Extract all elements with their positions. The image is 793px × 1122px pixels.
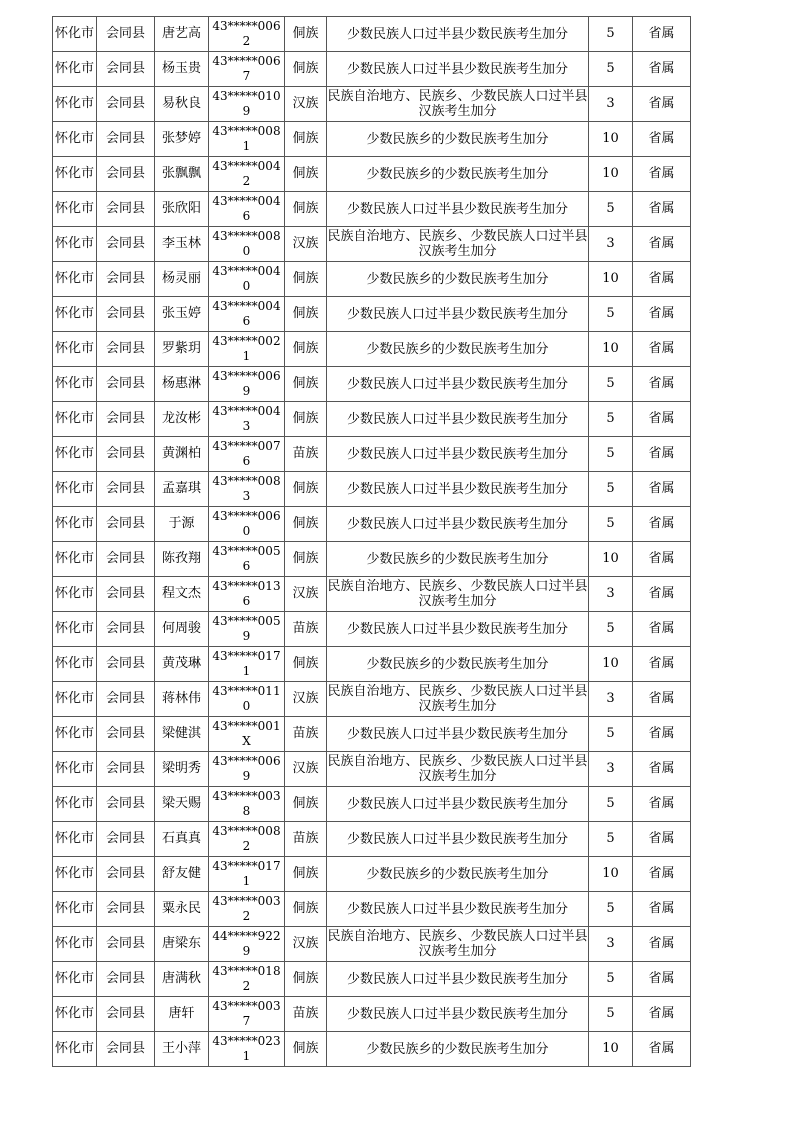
county-cell: 会同县 [97,192,155,227]
county-cell: 会同县 [97,787,155,822]
reason-cell: 少数民族人口过半县少数民族考生加分 [327,472,589,507]
county-cell: 会同县 [97,87,155,122]
points-cell: 5 [589,507,633,542]
table-row [53,332,691,367]
category-cell: 省属 [633,682,691,717]
table-row [53,682,691,717]
reason-cell: 少数民族人口过半县少数民族考生加分 [327,507,589,542]
points-cell: 5 [589,612,633,647]
city-cell: 怀化市 [53,717,97,752]
category-cell: 省属 [633,647,691,682]
table-row [53,612,691,647]
name-cell: 龙汝彬 [155,402,209,437]
category-cell: 省属 [633,122,691,157]
table-row [53,52,691,87]
city-cell: 怀化市 [53,157,97,192]
name-cell: 李玉林 [155,227,209,262]
table-row [53,892,691,927]
county-cell: 会同县 [97,542,155,577]
city-cell: 怀化市 [53,87,97,122]
name-cell: 易秋良 [155,87,209,122]
points-cell: 5 [589,402,633,437]
county-cell: 会同县 [97,857,155,892]
points-cell: 10 [589,542,633,577]
name-cell: 于源 [155,507,209,542]
county-cell: 会同县 [97,682,155,717]
category-cell: 省属 [633,962,691,997]
ethnicity-cell: 侗族 [285,157,327,192]
id-cell: 43*****0067 [209,52,285,87]
name-cell: 杨玉贵 [155,52,209,87]
points-cell: 10 [589,262,633,297]
ethnicity-cell: 侗族 [285,52,327,87]
id-cell: 43*****0076 [209,437,285,472]
category-cell: 省属 [633,822,691,857]
county-cell: 会同县 [97,332,155,367]
reason-cell: 少数民族乡的少数民族考生加分 [327,647,589,682]
points-cell: 5 [589,997,633,1032]
category-cell: 省属 [633,402,691,437]
reason-cell: 少数民族人口过半县少数民族考生加分 [327,437,589,472]
points-cell: 5 [589,472,633,507]
category-cell: 省属 [633,332,691,367]
id-cell: 43*****0042 [209,157,285,192]
table-row [53,1032,691,1067]
category-cell: 省属 [633,472,691,507]
points-cell: 10 [589,332,633,367]
ethnicity-cell: 侗族 [285,332,327,367]
category-cell: 省属 [633,367,691,402]
id-cell: 43*****0069 [209,367,285,402]
ethnicity-cell: 汉族 [285,682,327,717]
id-cell: 43*****0110 [209,682,285,717]
id-cell: 43*****0231 [209,1032,285,1067]
ethnicity-cell: 侗族 [285,857,327,892]
table-row [53,402,691,437]
name-cell: 孟嘉琪 [155,472,209,507]
category-cell: 省属 [633,752,691,787]
city-cell: 怀化市 [53,822,97,857]
id-cell: 43*****0171 [209,647,285,682]
name-cell: 梁明秀 [155,752,209,787]
county-cell: 会同县 [97,647,155,682]
points-cell: 10 [589,1032,633,1067]
table-row [53,297,691,332]
ethnicity-cell: 侗族 [285,297,327,332]
table-row [53,787,691,822]
table-row [53,472,691,507]
id-cell: 43*****0109 [209,87,285,122]
reason-cell: 民族自治地方、民族乡、少数民族人口过半县汉族考生加分 [327,927,589,962]
reason-cell: 少数民族乡的少数民族考生加分 [327,542,589,577]
county-cell: 会同县 [97,367,155,402]
reason-cell: 少数民族人口过半县少数民族考生加分 [327,997,589,1032]
category-cell: 省属 [633,857,691,892]
reason-cell: 少数民族人口过半县少数民族考生加分 [327,192,589,227]
category-cell: 省属 [633,787,691,822]
county-cell: 会同县 [97,927,155,962]
city-cell: 怀化市 [53,52,97,87]
county-cell: 会同县 [97,612,155,647]
id-cell: 43*****0182 [209,962,285,997]
points-cell: 10 [589,647,633,682]
table-row [53,87,691,122]
name-cell: 杨灵丽 [155,262,209,297]
category-cell: 省属 [633,612,691,647]
name-cell: 黄渊柏 [155,437,209,472]
points-cell: 3 [589,927,633,962]
county-cell: 会同县 [97,122,155,157]
county-cell: 会同县 [97,822,155,857]
ethnicity-cell: 汉族 [285,87,327,122]
table-row [53,507,691,542]
id-cell: 43*****0046 [209,297,285,332]
ethnicity-cell: 侗族 [285,192,327,227]
category-cell: 省属 [633,717,691,752]
ethnicity-cell: 侗族 [285,892,327,927]
city-cell: 怀化市 [53,472,97,507]
table-row [53,437,691,472]
id-cell: 43*****0043 [209,402,285,437]
ethnicity-cell: 侗族 [285,542,327,577]
city-cell: 怀化市 [53,647,97,682]
ethnicity-cell: 侗族 [285,1032,327,1067]
city-cell: 怀化市 [53,17,97,52]
points-cell: 5 [589,52,633,87]
ethnicity-cell: 侗族 [285,787,327,822]
county-cell: 会同县 [97,262,155,297]
name-cell: 梁天赐 [155,787,209,822]
name-cell: 何周骏 [155,612,209,647]
table-row [53,542,691,577]
id-cell: 43*****0056 [209,542,285,577]
id-cell: 44*****9229 [209,927,285,962]
table-row [53,262,691,297]
name-cell: 陈孜翔 [155,542,209,577]
id-cell: 43*****0021 [209,332,285,367]
reason-cell: 少数民族人口过半县少数民族考生加分 [327,402,589,437]
id-cell: 43*****0136 [209,577,285,612]
county-cell: 会同县 [97,297,155,332]
category-cell: 省属 [633,927,691,962]
category-cell: 省属 [633,997,691,1032]
id-cell: 43*****0062 [209,17,285,52]
county-cell: 会同县 [97,507,155,542]
category-cell: 省属 [633,157,691,192]
name-cell: 张欣阳 [155,192,209,227]
table-row [53,577,691,612]
category-cell: 省属 [633,542,691,577]
reason-cell: 少数民族乡的少数民族考生加分 [327,857,589,892]
points-cell: 3 [589,752,633,787]
city-cell: 怀化市 [53,297,97,332]
ethnicity-cell: 侗族 [285,122,327,157]
city-cell: 怀化市 [53,612,97,647]
id-cell: 43*****0171 [209,857,285,892]
category-cell: 省属 [633,192,691,227]
category-cell: 省属 [633,892,691,927]
reason-cell: 少数民族人口过半县少数民族考生加分 [327,17,589,52]
city-cell: 怀化市 [53,227,97,262]
county-cell: 会同县 [97,402,155,437]
city-cell: 怀化市 [53,192,97,227]
bonus-points-table [52,16,691,1067]
category-cell: 省属 [633,437,691,472]
name-cell: 黄茂琳 [155,647,209,682]
table-row [53,122,691,157]
reason-cell: 少数民族乡的少数民族考生加分 [327,1032,589,1067]
table-row [53,367,691,402]
ethnicity-cell: 苗族 [285,717,327,752]
name-cell: 蒋林伟 [155,682,209,717]
points-cell: 5 [589,822,633,857]
name-cell: 舒友健 [155,857,209,892]
points-cell: 10 [589,157,633,192]
table-body [53,17,691,1067]
city-cell: 怀化市 [53,332,97,367]
category-cell: 省属 [633,17,691,52]
table-row [53,997,691,1032]
ethnicity-cell: 苗族 [285,612,327,647]
id-cell: 43*****0083 [209,472,285,507]
city-cell: 怀化市 [53,542,97,577]
reason-cell: 民族自治地方、民族乡、少数民族人口过半县汉族考生加分 [327,577,589,612]
reason-cell: 少数民族人口过半县少数民族考生加分 [327,822,589,857]
points-cell: 5 [589,17,633,52]
reason-cell: 少数民族乡的少数民族考生加分 [327,122,589,157]
reason-cell: 少数民族乡的少数民族考生加分 [327,157,589,192]
table-row [53,647,691,682]
points-cell: 5 [589,367,633,402]
name-cell: 唐满秋 [155,962,209,997]
ethnicity-cell: 侗族 [285,507,327,542]
reason-cell: 民族自治地方、民族乡、少数民族人口过半县汉族考生加分 [327,87,589,122]
ethnicity-cell: 侗族 [285,17,327,52]
county-cell: 会同县 [97,752,155,787]
name-cell: 杨惠淋 [155,367,209,402]
city-cell: 怀化市 [53,997,97,1032]
county-cell: 会同县 [97,227,155,262]
table-row [53,927,691,962]
city-cell: 怀化市 [53,962,97,997]
name-cell: 唐艺高 [155,17,209,52]
points-cell: 5 [589,717,633,752]
county-cell: 会同县 [97,472,155,507]
table-row [53,192,691,227]
id-cell: 43*****0069 [209,752,285,787]
reason-cell: 少数民族人口过半县少数民族考生加分 [327,612,589,647]
name-cell: 张玉婷 [155,297,209,332]
reason-cell: 少数民族人口过半县少数民族考生加分 [327,717,589,752]
points-cell: 5 [589,297,633,332]
name-cell: 唐梁东 [155,927,209,962]
id-cell: 43*****001X [209,717,285,752]
points-cell: 3 [589,682,633,717]
name-cell: 唐轩 [155,997,209,1032]
points-cell: 10 [589,857,633,892]
table-row [53,17,691,52]
category-cell: 省属 [633,262,691,297]
id-cell: 43*****0032 [209,892,285,927]
county-cell: 会同县 [97,157,155,192]
city-cell: 怀化市 [53,857,97,892]
county-cell: 会同县 [97,437,155,472]
reason-cell: 少数民族人口过半县少数民族考生加分 [327,787,589,822]
id-cell: 43*****0080 [209,227,285,262]
ethnicity-cell: 侗族 [285,472,327,507]
ethnicity-cell: 侗族 [285,962,327,997]
id-cell: 43*****0037 [209,997,285,1032]
table-row [53,157,691,192]
points-cell: 5 [589,787,633,822]
name-cell: 梁健淇 [155,717,209,752]
city-cell: 怀化市 [53,577,97,612]
reason-cell: 少数民族人口过半县少数民族考生加分 [327,297,589,332]
reason-cell: 少数民族乡的少数民族考生加分 [327,262,589,297]
city-cell: 怀化市 [53,787,97,822]
county-cell: 会同县 [97,52,155,87]
reason-cell: 少数民族人口过半县少数民族考生加分 [327,892,589,927]
table-row [53,227,691,262]
id-cell: 43*****0046 [209,192,285,227]
category-cell: 省属 [633,577,691,612]
name-cell: 张飘飘 [155,157,209,192]
category-cell: 省属 [633,1032,691,1067]
reason-cell: 少数民族人口过半县少数民族考生加分 [327,962,589,997]
points-cell: 5 [589,892,633,927]
table-row [53,962,691,997]
ethnicity-cell: 侗族 [285,262,327,297]
ethnicity-cell: 汉族 [285,577,327,612]
name-cell: 石真真 [155,822,209,857]
ethnicity-cell: 苗族 [285,822,327,857]
table-row [53,752,691,787]
name-cell: 程文杰 [155,577,209,612]
city-cell: 怀化市 [53,682,97,717]
ethnicity-cell: 苗族 [285,437,327,472]
county-cell: 会同县 [97,17,155,52]
id-cell: 43*****0060 [209,507,285,542]
category-cell: 省属 [633,507,691,542]
county-cell: 会同县 [97,962,155,997]
city-cell: 怀化市 [53,122,97,157]
reason-cell: 少数民族人口过半县少数民族考生加分 [327,367,589,402]
points-cell: 5 [589,437,633,472]
ethnicity-cell: 侗族 [285,367,327,402]
id-cell: 43*****0081 [209,122,285,157]
ethnicity-cell: 汉族 [285,227,327,262]
ethnicity-cell: 苗族 [285,997,327,1032]
city-cell: 怀化市 [53,752,97,787]
table-row [53,822,691,857]
city-cell: 怀化市 [53,367,97,402]
reason-cell: 民族自治地方、民族乡、少数民族人口过半县汉族考生加分 [327,682,589,717]
ethnicity-cell: 侗族 [285,647,327,682]
name-cell: 张梦婷 [155,122,209,157]
points-cell: 5 [589,192,633,227]
id-cell: 43*****0059 [209,612,285,647]
category-cell: 省属 [633,297,691,332]
county-cell: 会同县 [97,997,155,1032]
category-cell: 省属 [633,52,691,87]
city-cell: 怀化市 [53,262,97,297]
ethnicity-cell: 汉族 [285,752,327,787]
ethnicity-cell: 侗族 [285,402,327,437]
id-cell: 43*****0082 [209,822,285,857]
reason-cell: 少数民族人口过半县少数民族考生加分 [327,52,589,87]
id-cell: 43*****0038 [209,787,285,822]
reason-cell: 少数民族乡的少数民族考生加分 [327,332,589,367]
city-cell: 怀化市 [53,892,97,927]
table-row [53,717,691,752]
table-row [53,857,691,892]
reason-cell: 民族自治地方、民族乡、少数民族人口过半县汉族考生加分 [327,227,589,262]
city-cell: 怀化市 [53,927,97,962]
city-cell: 怀化市 [53,1032,97,1067]
city-cell: 怀化市 [53,437,97,472]
points-cell: 3 [589,87,633,122]
category-cell: 省属 [633,227,691,262]
name-cell: 罗紫玥 [155,332,209,367]
ethnicity-cell: 汉族 [285,927,327,962]
city-cell: 怀化市 [53,402,97,437]
points-cell: 3 [589,227,633,262]
city-cell: 怀化市 [53,507,97,542]
name-cell: 粟永民 [155,892,209,927]
points-cell: 3 [589,577,633,612]
county-cell: 会同县 [97,1032,155,1067]
points-cell: 10 [589,122,633,157]
points-cell: 5 [589,962,633,997]
county-cell: 会同县 [97,892,155,927]
reason-cell: 民族自治地方、民族乡、少数民族人口过半县汉族考生加分 [327,752,589,787]
name-cell: 王小萍 [155,1032,209,1067]
category-cell: 省属 [633,87,691,122]
id-cell: 43*****0040 [209,262,285,297]
county-cell: 会同县 [97,577,155,612]
county-cell: 会同县 [97,717,155,752]
